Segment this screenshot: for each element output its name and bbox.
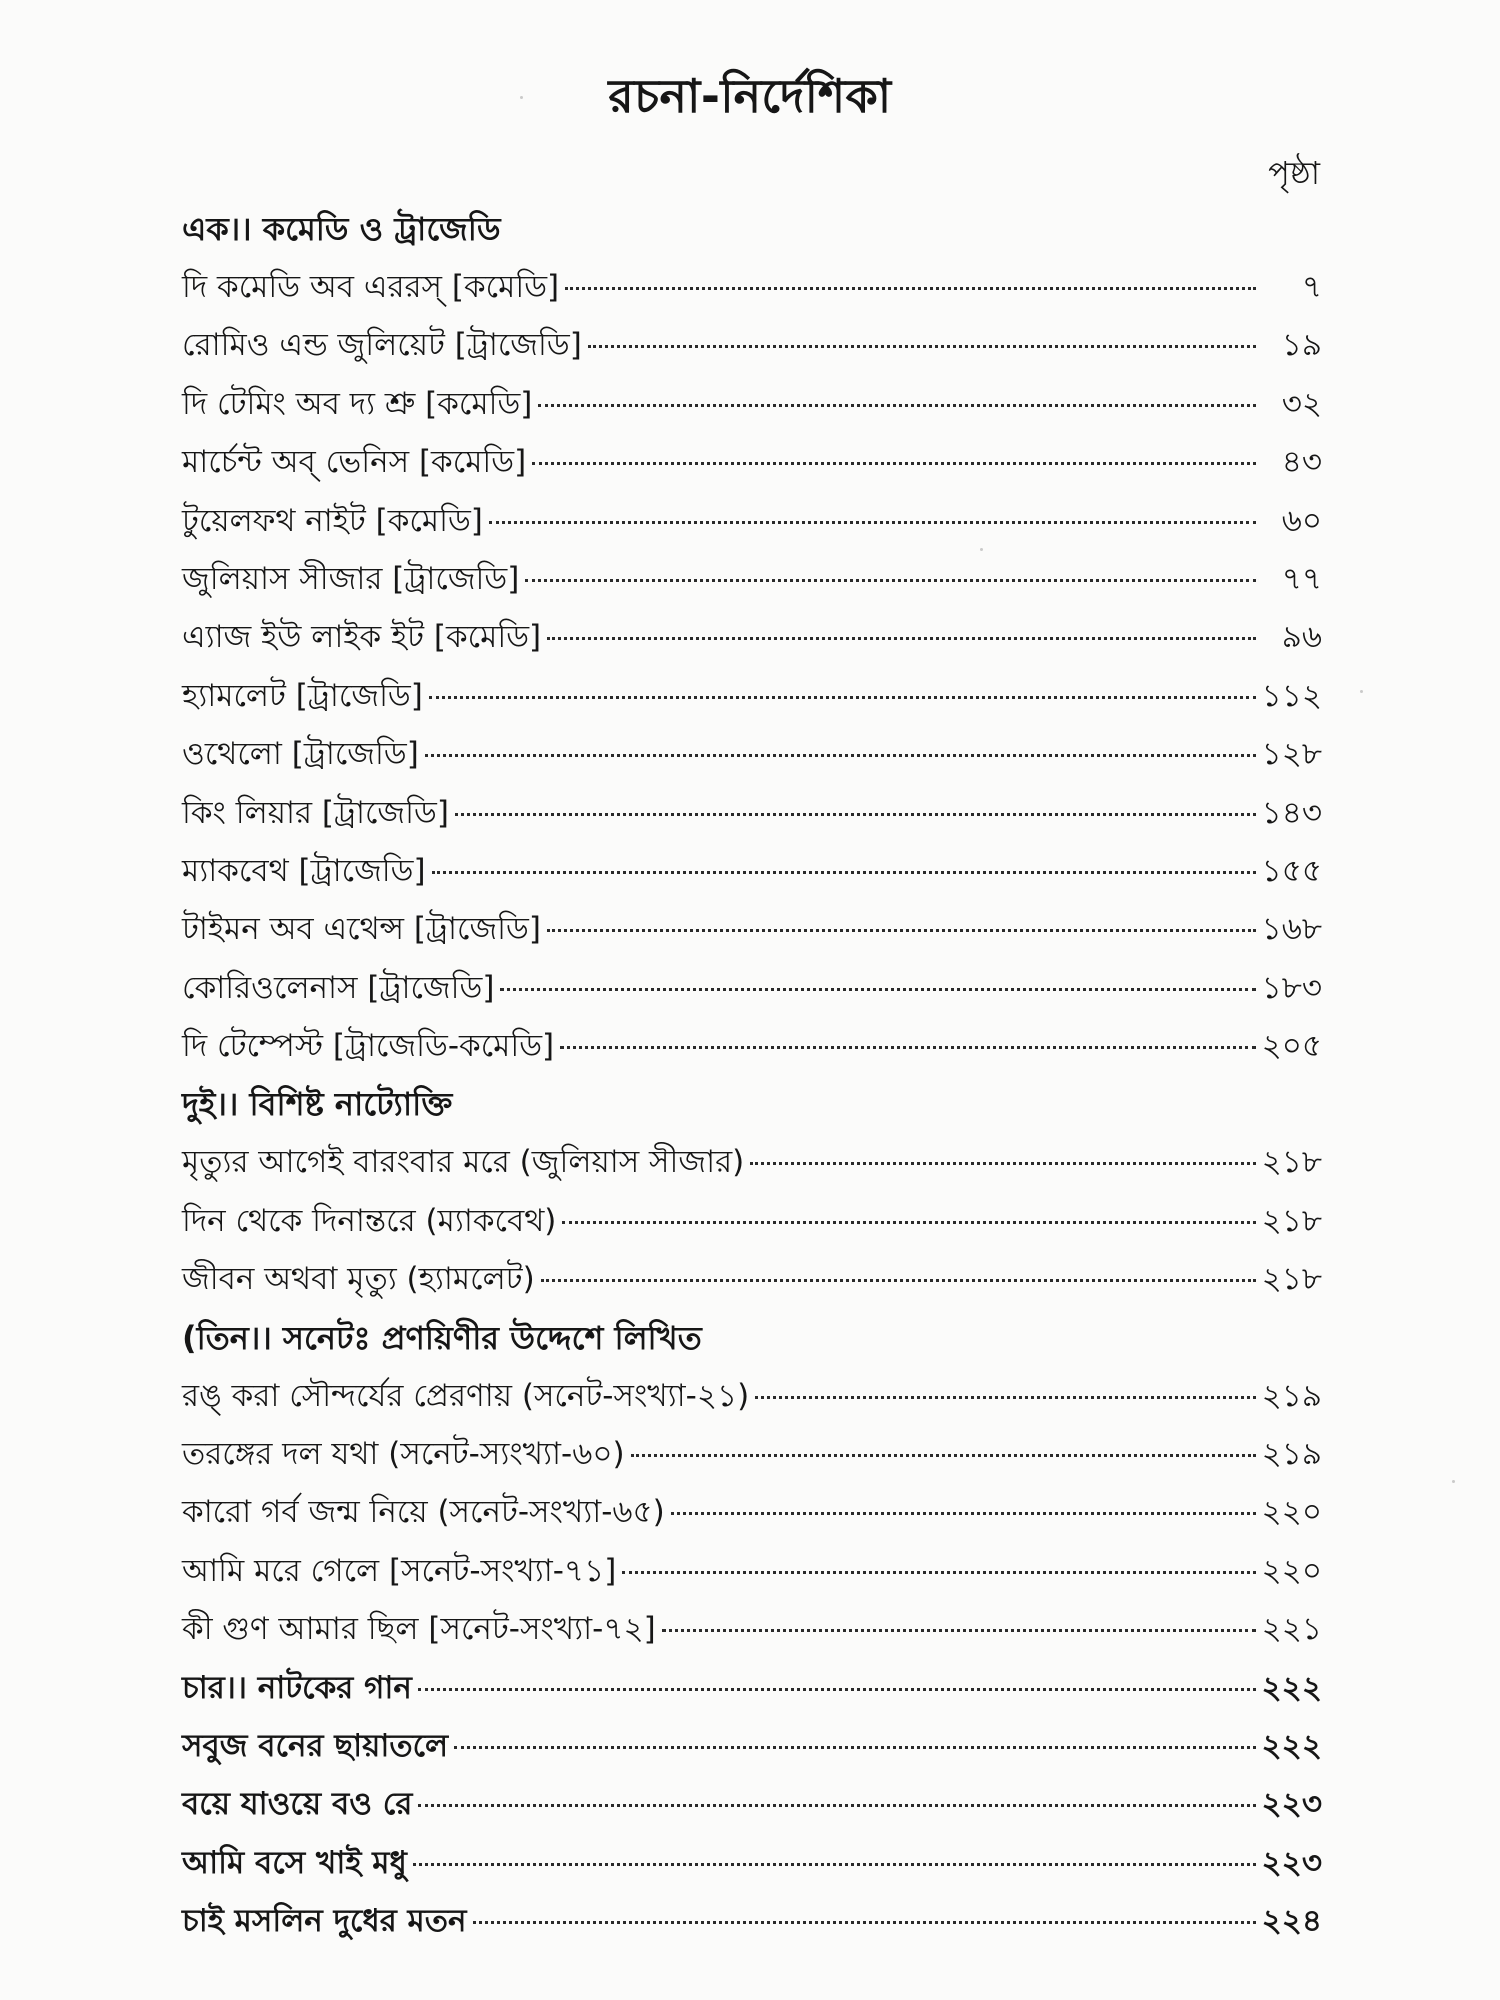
toc-entry (182, 608, 1322, 666)
dot-leader (562, 1221, 1255, 1224)
toc-entry-title: এ্যাজ ইউ লাইক ইট [কমেডি] (182, 619, 542, 656)
dot-leader (631, 1454, 1256, 1457)
dot-leader (418, 1688, 1256, 1691)
toc-entry-title: দিন থেকে দিনান্তরে (ম্যাকবেথ) (182, 1202, 557, 1239)
toc-entry-title: রঙ্ করা সৌন্দর্যের প্রেরণায় (সনেট-সংখ্যা-২১) (182, 1377, 750, 1414)
toc-entry (182, 959, 1322, 1017)
toc-entry-title: বয়ে যাওয়ে বও রে (182, 1786, 413, 1823)
toc-entry-page: ২১৮ (1261, 1144, 1322, 1181)
toc-entry-page: ১৪৩ (1261, 794, 1322, 831)
toc-entry (182, 1017, 1322, 1075)
toc-entry-page: ১৫৫ (1261, 852, 1322, 889)
dot-leader (455, 813, 1256, 816)
section-heading: (তিন।। সনেটঃ প্রণয়িণীর উদ্দেশে লিখিত (182, 1318, 702, 1357)
dot-leader (755, 1396, 1255, 1399)
toc-entry-title: দি কমেডি অব এররস্ [কমেডি] (182, 269, 560, 305)
toc-entry-title: জুলিয়াস সীজার [ট্রাজেডি] (182, 560, 520, 597)
dot-leader (432, 871, 1256, 874)
toc-entry-page: ৯৬ (1281, 619, 1322, 656)
toc-entry-title: চাই মসলিন দুধের মতন (182, 1903, 467, 1940)
toc-entry (182, 1483, 1322, 1541)
toc-entry-page: ২২০ (1261, 1552, 1322, 1589)
toc-entry-title: দি টেমিং অব দ্য শ্রু [কমেডি] (182, 385, 533, 422)
toc-entry-title: মার্চেন্ট অব্ ভেনিস [কমেডি] (182, 444, 527, 481)
toc-entry-title: টুয়েলফথ নাইট [কমেডি] (182, 502, 483, 539)
dot-leader (425, 754, 1256, 757)
toc-entry (182, 316, 1322, 374)
section-heading: এক।। কমেডি ও ট্রাজেডি (182, 210, 501, 248)
toc-entry (182, 492, 1322, 550)
toc-entry (182, 1892, 1322, 1950)
dot-leader (532, 462, 1256, 465)
dot-leader (538, 404, 1256, 407)
toc-entry-page: ৭৭ (1281, 560, 1322, 597)
toc-entry-page: ২১৯ (1261, 1377, 1322, 1414)
toc-entry-page: ১২৮ (1261, 736, 1322, 773)
toc-entry (182, 1600, 1322, 1658)
toc-entry-page: ২২৩ (1261, 1786, 1322, 1823)
toc-entry (182, 842, 1322, 900)
toc-entry (182, 550, 1322, 608)
toc-entry (182, 784, 1322, 842)
scan-speck (1452, 1480, 1455, 1483)
toc-entry (182, 1717, 1322, 1775)
dot-leader (565, 287, 1256, 290)
dot-leader (489, 521, 1256, 524)
toc-entry (182, 1192, 1322, 1250)
toc-entry-title: আমি মরে গেলে [সনেট-সংখ্যা-৭১] (182, 1552, 617, 1589)
toc-entry (182, 375, 1322, 433)
page-column-label: পৃষ্ঠা (1268, 154, 1320, 192)
toc-entry-page: ২২৩ (1261, 1844, 1322, 1881)
toc-entry-page: ৪৩ (1281, 444, 1322, 481)
toc-entry-title: তরঙ্গের দল যথা (সনেট-স্যংখ্যা-৬০) (182, 1436, 625, 1473)
toc-entry-title: হ্যামলেট [ট্রাজেডি] (182, 677, 423, 714)
dot-leader (547, 929, 1256, 932)
toc-entry-title: জীবন অথবা মৃত্যু (হ্যামলেট) (182, 1261, 535, 1298)
toc-entry-title: সবুজ বনের ছায়াতলে (182, 1727, 449, 1764)
toc-entry (182, 900, 1322, 958)
section-heading: দুই।। বিশিষ্ট নাট্যোক্তি (182, 1085, 453, 1124)
toc-entry (182, 1250, 1322, 1308)
toc-entry-title: ওথেলো [ট্রাজেডি] (182, 736, 419, 773)
toc-entry-page: ৩২ (1281, 385, 1322, 422)
toc-entry-page: ২২২ (1261, 1727, 1322, 1764)
toc-entry (182, 1659, 1322, 1717)
dot-leader (473, 1921, 1256, 1924)
dot-leader (588, 345, 1256, 348)
toc-entry (182, 433, 1322, 491)
toc-entry-page: ৬০ (1281, 502, 1322, 539)
toc-entry-title: রোমিও এন্ড জুলিয়েট [ট্রাজেডি] (182, 327, 582, 364)
scan-speck (520, 96, 523, 99)
scan-speck (980, 548, 983, 551)
toc-entry (182, 1367, 1322, 1425)
toc-entry-page: ২২১ (1261, 1611, 1322, 1648)
toc-entry-page: ২০৫ (1261, 1028, 1322, 1065)
toc-entry-title: কী গুণ আমার ছিল [সনেট-সংখ্যা-৭২] (182, 1611, 656, 1648)
dot-leader (418, 1804, 1255, 1807)
toc-entry-page: ১৮৩ (1261, 969, 1322, 1006)
dot-leader (413, 1863, 1256, 1866)
toc-entry-page: ২২০ (1261, 1494, 1322, 1531)
toc-entry-page: ১৬৮ (1261, 911, 1322, 948)
toc-entry-title: চার।। নাটকের গান (182, 1669, 412, 1706)
table-of-contents (182, 200, 1322, 1951)
toc-entry (182, 1542, 1322, 1600)
toc-entry-title: মৃত্যুর আগেই বারংবার মরে (জুলিয়াস সীজার) (182, 1144, 745, 1181)
toc-entry-page: ১৯ (1281, 327, 1322, 364)
toc-entry-page: ১১২ (1261, 677, 1322, 714)
toc-entry-page: ২১৮ (1261, 1202, 1322, 1239)
dot-leader (500, 988, 1255, 991)
toc-entry-title: টাইমন অব এথেন্স [ট্রাজেডি] (182, 911, 541, 948)
toc-entry (182, 1133, 1322, 1191)
toc-entry-title: ম্যাকবেথ [ট্রাজেডি] (182, 852, 426, 889)
dot-leader (750, 1162, 1255, 1165)
toc-entry (182, 1834, 1322, 1892)
dot-leader (547, 637, 1256, 640)
toc-entry-page: ২১৯ (1261, 1436, 1322, 1473)
scan-speck (1360, 690, 1363, 693)
toc-entry-title: কোরিওলেনাস [ট্রাজেডি] (182, 969, 495, 1006)
page-title: রচনা-নির্দেশিকা (608, 69, 892, 123)
dot-leader (560, 1046, 1255, 1049)
dot-leader (671, 1512, 1256, 1515)
toc-entry-page: ২২৪ (1261, 1903, 1322, 1940)
toc-entry (182, 1425, 1322, 1483)
toc-entry-page: ২১৮ (1261, 1261, 1322, 1298)
dot-leader (622, 1571, 1255, 1574)
toc-entry (182, 667, 1322, 725)
toc-entry (182, 725, 1322, 783)
dot-leader (454, 1746, 1255, 1749)
toc-entry-page: ২২২ (1261, 1669, 1322, 1706)
toc-entry-title: দি টেম্পেস্ট [ট্রাজেডি-কমেডি] (182, 1028, 555, 1065)
toc-entry-page: ৭ (1301, 269, 1322, 305)
dot-leader (429, 696, 1256, 699)
dot-leader (541, 1279, 1256, 1282)
toc-entry-title: কারো গর্ব জন্ম নিয়ে (সনেট-সংখ্যা-৬৫) (182, 1494, 665, 1531)
toc-entry (182, 258, 1322, 316)
toc-entry-title: আমি বসে খাই মধু (182, 1844, 407, 1881)
dot-leader (525, 579, 1256, 582)
toc-entry (182, 1775, 1322, 1833)
toc-entry-title: কিং লিয়ার [ট্রাজেডি] (182, 794, 449, 831)
dot-leader (662, 1629, 1256, 1632)
